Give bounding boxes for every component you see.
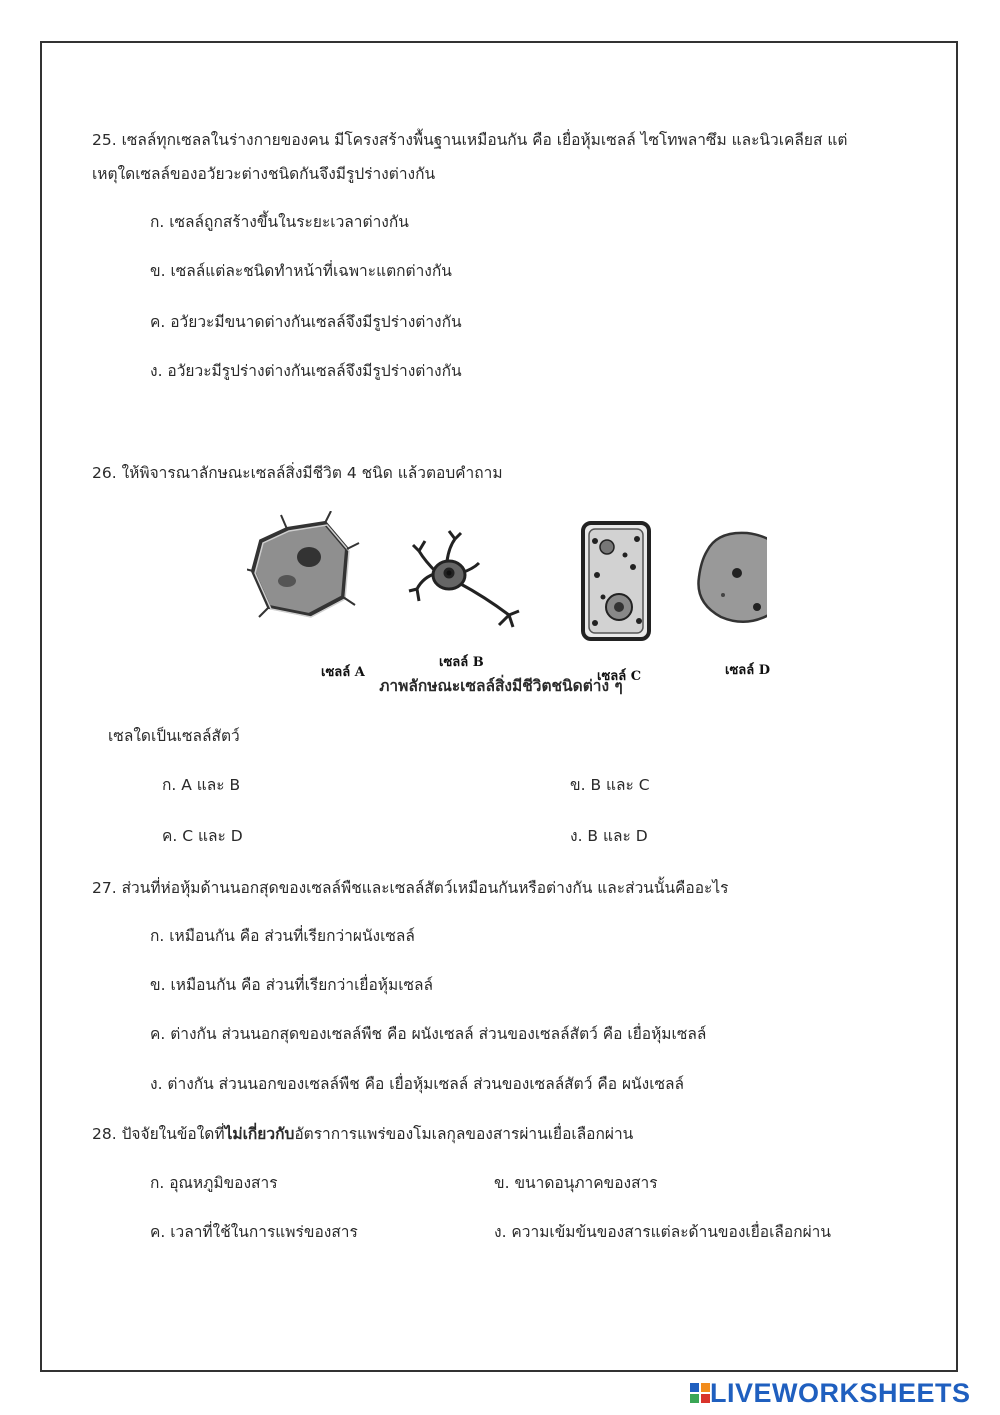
question-26-subquestion: เซลใดเป็นเซลล์สัตว์ xyxy=(108,727,240,745)
question-28-option-c[interactable]: ค. เวลาที่ใช้ในการแพร่ของสาร xyxy=(150,1223,358,1241)
question-27-text: 27. ส่วนที่ห่อหุ้มด้านนอกสุดของเซลล์พืชและเซลล์สัตว์เหมือนกันหรือต่างกัน และส่วนนั้นคืออะไร xyxy=(92,879,729,897)
question-28-text-after: อัตราการแพร่ของโมเลกุลของสารผ่านเยื่อเลือกผ่าน xyxy=(294,1125,634,1143)
cell-b-label: เซลล์ B xyxy=(439,655,484,670)
cell-a-label: เซลล์ A xyxy=(321,665,365,680)
cell-d-label: เซลล์ D xyxy=(725,663,770,678)
cell-a-image xyxy=(247,511,359,617)
question-26-option-b[interactable]: ข. B และ C xyxy=(570,776,650,794)
figure-caption: ภาพลักษณะเซลล์สิ่งมีชีวิตชนิดต่าง ๆ xyxy=(379,677,623,695)
worksheet-page xyxy=(40,41,958,1372)
question-25-line1: 25. เซลล์ทุกเซลลในร่างกายของคน มีโครงสร้างพื้นฐานเหมือนกัน คือ เยื่อหุ้มเซลล์ ไซโทพลาซึม และนิวเคลียส แต่ xyxy=(92,131,848,149)
question-26-option-a[interactable]: ก. A และ B xyxy=(162,776,241,794)
logo-wordmark: LIVEWORKSHEETS xyxy=(710,1377,971,1408)
logo-grid-icon xyxy=(690,1383,710,1403)
question-28-text-before: 28. ปัจจัยในข้อใดที่ xyxy=(92,1125,225,1143)
question-27-option-c[interactable]: ค. ต่างกัน ส่วนนอกสุดของเซลล์พืช คือ ผนังเซลล์ ส่วนของเซลล์สัตว์ คือ เยื่อหุ้มเซลล์ xyxy=(150,1025,707,1043)
liveworksheets-logo[interactable] xyxy=(690,1377,971,1409)
question-28-option-a[interactable]: ก. อุณหภูมิของสาร xyxy=(150,1174,278,1192)
question-25-line2: เหตุใดเซลล์ของอวัยวะต่างชนิดกันจึงมีรูปร่างต่างกัน xyxy=(92,165,436,183)
question-26-option-d[interactable]: ง. B และ D xyxy=(570,827,648,845)
question-25-option-d[interactable]: ง. อวัยวะมีรูปร่างต่างกันเซลล์จึงมีรูปร่างต่างกัน xyxy=(150,362,462,380)
question-26-text: 26. ให้พิจารณาลักษณะเซลล์สิ่งมีชีวิต 4 ชนิด แล้วตอบคำถาม xyxy=(92,464,503,482)
question-28-option-d[interactable]: ง. ความเข้มข้นของสารแต่ละด้านของเยื่อเลือกผ่าน xyxy=(494,1223,831,1241)
question-27-option-b[interactable]: ข. เหมือนกัน คือ ส่วนที่เรียกว่าเยื่อหุ้มเซลล์ xyxy=(150,976,434,994)
cell-c-label: เซลล์ C xyxy=(597,669,642,684)
cell-d-image xyxy=(698,533,767,622)
cell-diagram xyxy=(247,511,770,684)
question-25-option-b[interactable]: ข. เซลล์แต่ละชนิดทำหน้าที่เฉพาะแตกต่างกัน xyxy=(150,262,452,280)
cell-c-image xyxy=(583,523,649,639)
question-25-option-a[interactable]: ก. เซลล์ถูกสร้างขึ้นในระยะเวลาต่างกัน xyxy=(150,213,409,231)
question-27-option-a[interactable]: ก. เหมือนกัน คือ ส่วนที่เรียกว่าผนังเซลล์ xyxy=(150,927,415,945)
question-26-option-c[interactable]: ค. C และ D xyxy=(162,827,243,845)
cell-b-image xyxy=(409,531,519,627)
question-25-option-c[interactable]: ค. อวัยวะมีขนาดต่างกันเซลล์จึงมีรูปร่างต่างกัน xyxy=(150,313,462,331)
question-28-option-b[interactable]: ข. ขนาดอนุภาคของสาร xyxy=(494,1174,658,1192)
question-28-text-emphasis: ไม่เกี่ยวกับ xyxy=(224,1125,295,1143)
cell-illustrations xyxy=(247,511,767,651)
question-28-text xyxy=(92,1123,633,1145)
question-27-option-d[interactable]: ง. ต่างกัน ส่วนนอกของเซลล์พืช คือ เยื่อหุ้มเซลล์ ส่วนของเซลล์สัตว์ คือ ผนังเซลล์ xyxy=(150,1075,685,1093)
